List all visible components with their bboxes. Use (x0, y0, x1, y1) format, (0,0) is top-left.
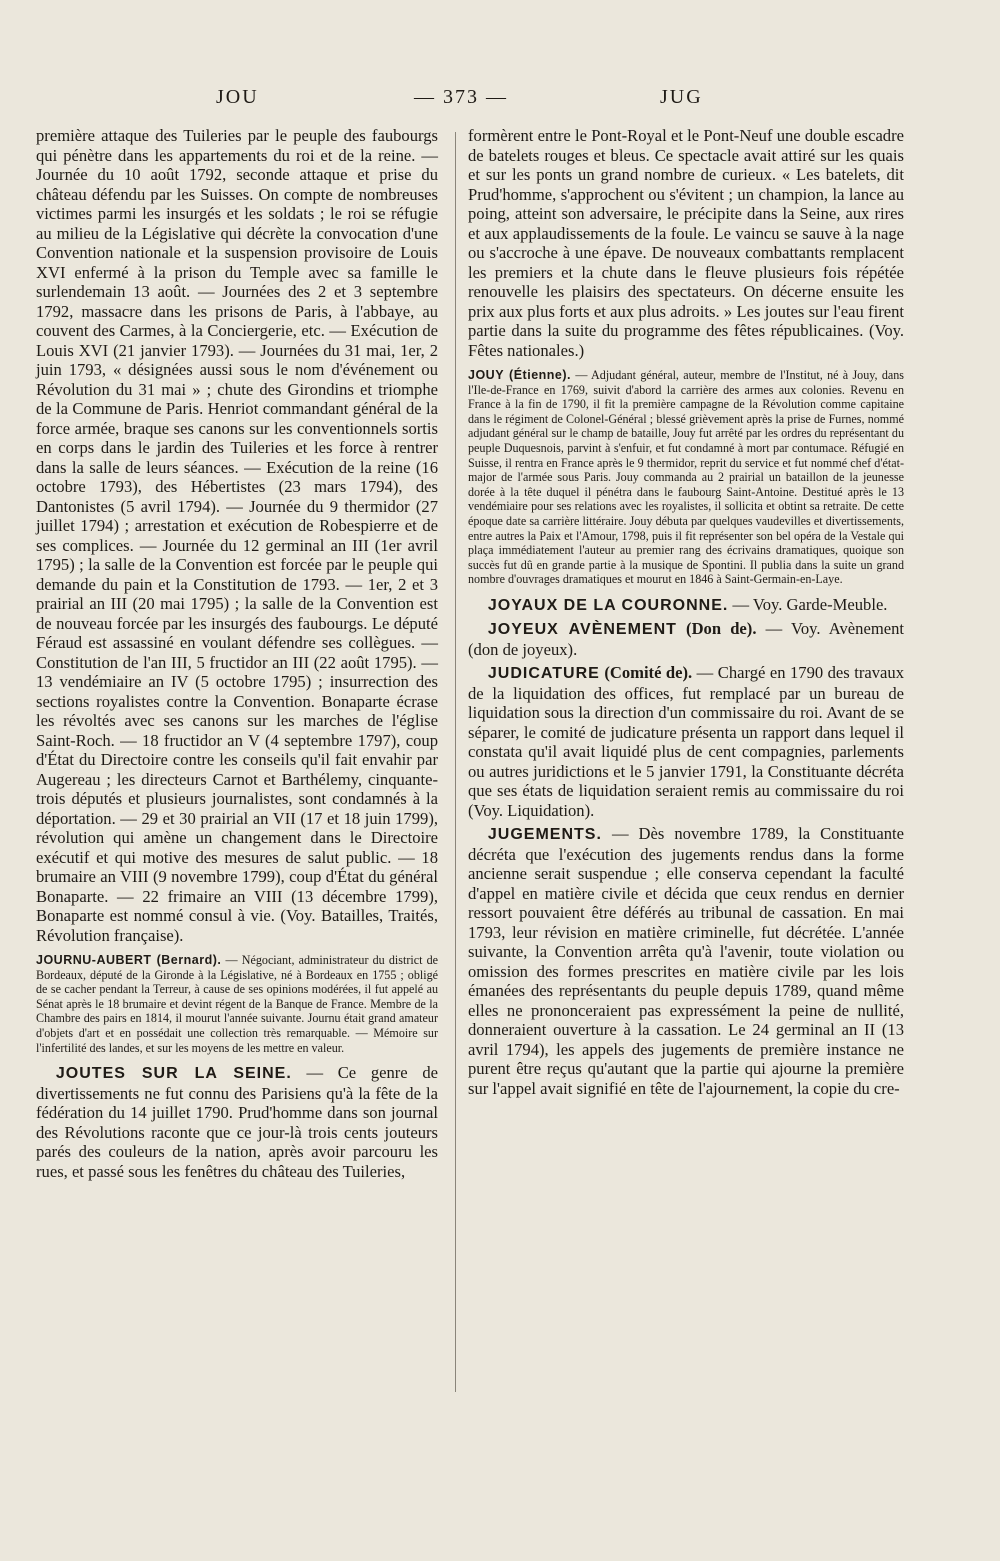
header-right-guide-word: JUG (660, 86, 703, 108)
entry-headword: JUDICATURE (487, 665, 600, 683)
entry-headword: JUGEMENTS. (487, 826, 602, 844)
entry-body: — Dès novembre 1789, la Constituante décréta que l'exécution des jugements rendus dans la forme ancienne serait suspendue ; elle conserva cependant la faculté d'appel en matière civile et décida que ceux rendus en dernier ressort pouvaient être déférés au tribunal de cassation. En mai 1793, leur révision en matière criminelle, fut décrétée. L'année suivante, la Convention arrêta qu'à l'avenir, toute violation ou omission des formes prescrites en matière civile par les lois émanées des représentants du peuple depuis 1789, quand même elles ne prononceraient pas expressément la peine de nullité, donneraient ouverture à la cassation. Le 24 germinal an II (13 avril 1794), les appels des jugements de première instance ne purent être reçus qu'autant que la partie qui ajourne la première sur l'appel avait signifié en tête de l'ajournement, la copie du cre- (468, 824, 904, 1098)
entry-jugements (468, 824, 904, 1098)
entry-headword: JOYAUX DE LA COURONNE. (487, 596, 729, 614)
entry-body: — Adjudant général, auteur, membre de l'Institut, né à Jouy, dans l'Ile-de-France en 1769, suivit d'abord la carrière des armes aux colonies. Revenu en France à la fin de 1790, il fit la première campagne de la Révolution comme capitaine dans le régiment de Colonel-Général ; blessé grièvement après la prise de Furnes, nommé adjudant général sur le champ de bataille, Jouy fut arrêté par les ordres du représentant du peuple Duquesnois, parvint à s'enfuir, et fut condamné à mort par contumace. Réfugié en Suisse, il rentra en France après le 9 thermidor, reprit du service et fut nommé chef d'état-major de l'armée sous Paris. Jouy commanda au 2 prairial un bataillon de la jeunesse dorée à la tête duquel il pénétra dans le faubourg Saint-Antoine. Destitué après le 13 vendémiaire pour ses relations avec les royalistes, il sollicita et obtint sa retraite. De cette époque date sa carrière littéraire. Jouy débuta par quelques vaudevilles et divertissements, entre autres la Paix et l'Amour, 1798, puis il fit représenter son bel opéra de la Vestale qui plaça immédiatement l'auteur au premier rang des écrivains dramatiques, quoique son succès fut dû en grande partie à la musique de Spontini. Il publia dans la suite un grand nombre d'ouvrages dramatiques et mourut en 1846 à Saint-Germain-en-Laye. (468, 368, 904, 587)
column-divider (455, 132, 456, 1392)
joutes-continuation: formèrent entre le Pont-Royal et le Pont-Neuf une double escadre de batelets rouges et bleus. Ce spectacle avait attiré sur les quais et sur les ponts un grand nombre de curieux. « Les batelets, dit Prud'homme, s'approchent ou s'évitent ; un champion, la lance au poing, atteint son adversaire, le précipite dans la Seine, aux rires et aux applaudissements de la foule. Le vaincu se sauve à la nage ou s'accroche à une épave. De nouveaux combattants remplacent les premiers et la chute dans le fleuve plusieurs fois répétée renouvelle les plaisirs des spectateurs. On décerne ensuite les prix aux plus forts et aux plus adroits. » Les joutes sur l'eau firent partie dans la suite du programme des fêtes républicaines. (Voy. Fêtes nationales.) (468, 126, 904, 360)
left-column (36, 126, 438, 1181)
entry-headword: JOURNU-AUBERT (Bernard). (36, 953, 222, 967)
right-column (468, 126, 904, 1098)
entry-journu-aubert (36, 953, 438, 1055)
page-number: — 373 — (414, 86, 508, 108)
entry-qualifier: (Don de). (676, 619, 757, 639)
entry-joyaux-de-la-couronne (468, 595, 904, 616)
entry-jouy (468, 368, 904, 587)
entry-qualifier: (Comité de). (599, 663, 693, 683)
header-left-guide-word: JOU (216, 86, 259, 108)
entry-body: — Négociant, administrateur du district de Bordeaux, député de la Gironde à la Législative, né à Bordeaux en 1755 ; obligé de se cacher pendant la Terreur, à cause de ses opinions modérées, il fut appelé au Sénat après le 18 brumaire et devint régent de la Banque de France. Membre de la Chambre des pairs en 1814, il mourut l'année suivante. Journu était grand amateur d'objets d'art et en possédait une collection très remarquable. — Mémoire sur l'infertilité des landes, et sur les moyens de les mettre en valeur. (36, 953, 439, 1055)
entry-headword: JOUY (Étienne). (468, 368, 572, 382)
entry-joutes-sur-la-seine (36, 1063, 438, 1181)
entry-judicature (468, 663, 904, 820)
entry-joyeux-avenement (468, 619, 904, 659)
entry-body: — Ce genre de divertissements ne fut connu des Parisiens qu'à la fête de la fédération du 14 juillet 1790. Prud'homme dans son journal des Révolutions raconte que ce jour-là trois cents jouteurs parés des couleurs de la nation, après avoir parcouru les rues, et passé sous les fenêtres du château des Tuileries, (36, 1063, 439, 1181)
entry-body: — Voy. Garde-Meuble. (728, 594, 888, 614)
running-header (36, 86, 920, 116)
entry-body: — Chargé en 1790 des travaux de la liquidation des offices, fut remplacé par un bureau de liquidation sous la direction d'un commissaire du roi. Avant de se séparer, le comité de judicature présenta un rapport dans lequel il constata qu'il avait liquidé plus de cent compagnies, parlements ou autres juridictions et le 5 janvier 1791, la Constituante décréta que ses états de liquidation seraient remis au commissaire du roi (Voy. Liquidation). (468, 663, 904, 820)
entry-body: — Voy. Avènement (don de joyeux). (468, 619, 904, 659)
entry-headword: JOUTES SUR LA SEINE. (55, 1065, 292, 1083)
entry-headword: JOYEUX AVÈNEMENT (487, 621, 677, 639)
journees-continuation: première attaque des Tuileries par le peuple des faubourgs qui pénètre dans les appartements du roi et de la reine. — Journée du 10 août 1792, seconde attaque et prise du château défendu par les Suisses. On compte de nombreuses victimes parmi les insurgés et les soldats ; le roi se réfugie au milieu de la Législative qui décrète la convocation d'une Convention nationale et la suspension provisoire de Louis XVI enfermé à la prison du Temple avec sa famille le surlendemain 13 août. — Journées des 2 et 3 septembre 1792, massacre dans les prisons de Paris, à l'abbaye, au couvent des Carmes, à la Conciergerie, etc. — Exécution de Louis XVI (21 janvier 1793). — Journées du 31 mai, 1er, 2 juin 1793, « désignées aussi sous le nom d'événement ou Révolution du 31 mai » ; chute des Girondins et triomphe de la Commune de Paris. Henriot commandant général de la force armée, braque ses canons sur les conventionnels sortis en corps dans le jardin des Tuileries et les force à rentrer dans la salle de leurs séances. — Exécution de la reine (16 octobre 1793), des Hébertistes (23 mars 1794), des Dantonistes (5 avril 1794). — Journée du 9 thermidor (27 juillet 1794) ; arrestation et exécution de Robespierre et de ses complices. — Journée du 12 germinal an III (1er avril 1795) ; la salle de la Convention est forcée par le peuple qui demande du pain et la Constitution de 1793. — 1er, 2 et 3 prairial an III (20 mai 1795) ; la salle de la Convention est de nouveau forcée par les insurgés des faubourgs. Le député Féraud est assassiné en voulant défendre ses collègues. — Constitution de l'an III, 5 fructidor an III (22 août 1795). — 13 vendémiaire an IV (5 octobre 1795) ; insurrection des sections royalistes contre la Convention. Bonaparte écrase les révoltés avec ses canons sur les marches de l'église Saint-Roch. — 18 fructidor an V (4 septembre 1797), coup d'État du Directoire contre les conseils qu'il fait envahir par Augereau ; les directeurs Carnot et Barthélemy, cinquante-trois députés et plusieurs journalistes, sont condamnés à la déportation. — 29 et 30 prairial an VII (17 et 18 juin 1799), révolution qui amène un changement dans le Directoire exécutif et qui motive des mesures de salut public. — 18 brumaire an VIII (9 novembre 1799), coup d'État du général Bonaparte. — 22 frimaire an VIII (13 décembre 1799), Bonaparte est nommé consul à vie. (Voy. Batailles, Traités, Révolution française). (36, 126, 438, 945)
